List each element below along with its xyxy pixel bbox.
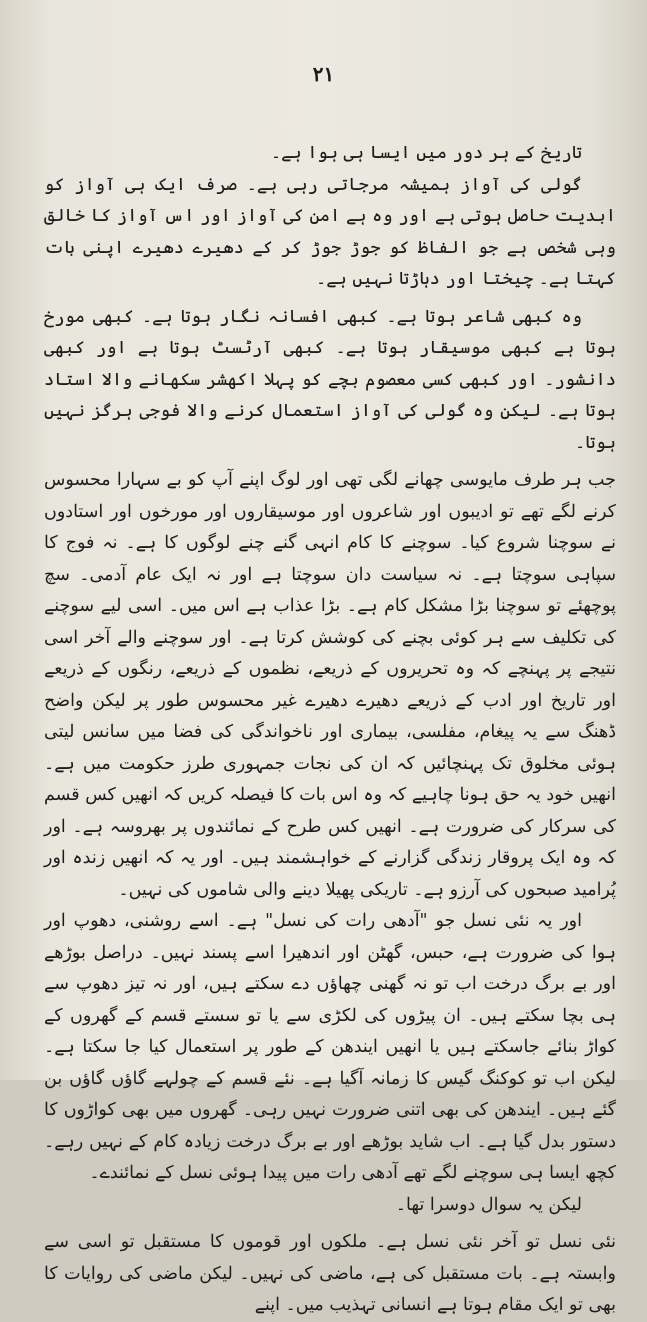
page-body-text bbox=[44, 138, 616, 1322]
paragraph-3: وہ کبھی شاعر ہوتا ہے۔ کبھی افسانہ نگار ہوتا ہے۔ کبھی مورخ ہوتا ہے کبھی موسیقار ہوتا ہے۔ کبھی آرٹسٹ ہوتا ہے اور کبھی دانشور۔ اور کبھی کسی معصوم بچے کو پہلا اکھشر سکھانے والا استاد ہوتا ہے۔ لیکن وہ گولی کی آواز استعمال کرنے والا فوجی ہرگز نہیں ہوتا۔ bbox=[44, 306, 616, 453]
page-number: ۲۱ bbox=[312, 62, 335, 86]
paragraph-7: نئی نسل تو آخر نئی نسل ہے۔ ملکوں اور قوموں کا مستقبل تو اسی سے وابستہ ہے۔ بات مستقبل کی ہے، ماضی کی نہیں۔ لیکن ماضی کی روایات کا بھی تو ایک مقام ہوتا ہے انسانی تہذیب میں۔ اپنے bbox=[44, 1232, 616, 1315]
paragraph-5: اور یہ نئی نسل جو "آدھی رات کی نسل" ہے۔ اسے روشنی، دھوپ اور ہوا کی ضرورت ہے، حبس، گھٹن اور اندھیرا اسے پسند نہیں۔ دراصل بوڑھے اور بے برگ درخت اب تو نہ گھنی چھاؤں دے سکتے ہیں، اور نہ تیز دھوپ سے ہی بچا سکتے ہیں۔ ان پیڑوں کی لکڑی سے یا تو سستے قسم کے گھروں کے کواڑ بنائے جاسکتے ہیں یا انھیں ایندھن کے طور پر استعمال کیا جا سکتا ہے۔ لیکن اب تو کوکنگ گیس کا زمانہ آگیا ہے۔ نئے قسم کے چولہے گاؤں گاؤں بن گئے ہیں۔ ایندھن کی بھی اتنی ضرورت نہیں رہی۔ گھروں میں بھی کواڑوں کا دستور بدل گیا ہے۔ اب شاید بوڑھے اور بے برگ درخت زیادہ کام کے نہیں رہے۔ کچھ ایسا ہی سوچنے لگے تھے آدھی رات میں پیدا ہوئی نسل کے نمائندے۔ bbox=[44, 911, 616, 1183]
paragraph-1: تاریخ کے ہر دور میں ایسا ہی ہوا ہے۔ bbox=[270, 143, 582, 163]
paragraph-4: جب ہر طرف مایوسی چھانے لگی تھی اور لوگ اپنے آپ کو بے سہارا محسوس کرنے لگے تھے تو ادیبوں اور شاعروں اور موسیقاروں اور مورخوں اور استادوں نے سوچنا شروع کیا۔ سوچنے کا کام انہی گنے چنے لوگوں کا ہے۔ نہ فوج کا سپاہی سوچتا ہے۔ نہ سیاست دان سوچتا ہے اور نہ ایک عام آدمی۔ سچ پوچھئے تو سوچنا بڑا مشکل کام ہے۔ بڑا عذاب ہے اس میں۔ اسی لیے سوچنے کی تکلیف سے ہر کوئی بچنے کی کوشش کرتا ہے۔ اور سوچنے والے آخر اسی نتیجے پر پہنچے کہ وہ تحریروں کے ذریعے، نظموں کے ذریعے، رنگوں کے ذریعے اور تاریخ اور ادب کے ذریعے دھیرے دھیرے غیر محسوس طور پر لیکن واضح ڈھنگ سے یہ پیغام، مفلسی، بیماری اور ناخواندگی کی فضا میں سانس لیتی ہوئی مخلوق تک پہنچائیں کہ ان کی نجات جمہوری طرز حکومت میں ہے۔ انھیں خود یہ حق ہونا چاہیے کہ وہ اس بات کا فیصلہ کریں کہ انھیں کس قسم کی سرکار کی ضرورت ہے۔ انھیں کس طرح کے نمائندوں پر بھروسہ ہے۔ اور کہ وہ ایک پروقار زندگی گزارنے کے خواہشمند ہیں۔ اور یہ کہ انھیں زندہ اور پُرامید صبحوں کی آرزو ہے۔ تاریکی پھیلا دینے والی شاموں کی نہیں۔ bbox=[44, 470, 616, 900]
paragraph-6: لیکن یہ سوال دوسرا تھا۔ bbox=[395, 1194, 582, 1215]
paragraph-2: گولی کی آواز ہمیشہ مرجاتی رہی ہے۔ صرف ایک ہی آواز کو ابدیت حاصل ہوتی ہے اور وہ ہے امن کی آواز اور اس آواز کا خالق وہی شخص ہے جو الفاظ کو جوڑ جوڑ کر کے دھیرے دھیرے اپنی بات کہتا ہے۔ چیختا اور دہاڑتا نہیں ہے۔ bbox=[44, 174, 616, 289]
